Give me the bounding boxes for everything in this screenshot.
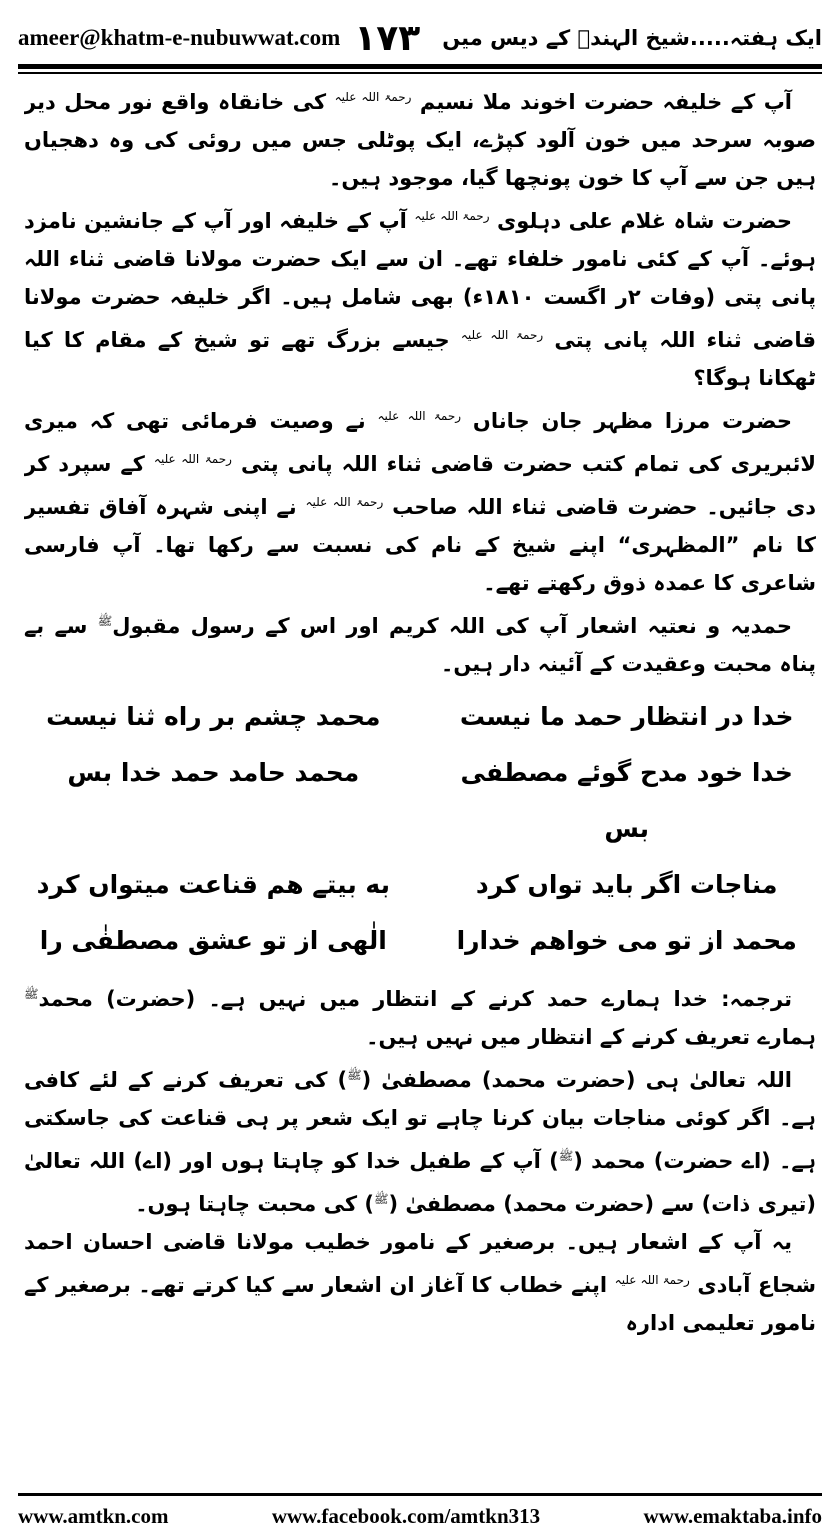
text-run: کی خانقاہ واقع نور محل دیر صوبہ سرحد میں خون آلود کپڑے، ایک پوٹلی جس میں روئی کی وہ دھجیاں ہیں جن سے آپ کا خون پونچھا گیا، موجود ہیں۔ xyxy=(24,90,816,190)
running-title: ایک ہفتہ.....شیخ الہندؒ کے دیس میں xyxy=(442,26,822,50)
page-header xyxy=(18,14,822,62)
paragraph-translation-2 xyxy=(24,1056,816,1223)
verse-hemistich: محمد از تو می خواهم خدارا xyxy=(456,926,797,955)
text-run: جیسے بزرگ تھے تو شیخ کے مقام کا کیا ٹھکانا ہوگا؟ xyxy=(24,328,816,390)
header-left xyxy=(18,18,420,59)
honorific-mark: رحمۃ اللہ علیہ xyxy=(614,1273,690,1287)
verse-hemistich: به بیتے هم قناعت میتواں کرد xyxy=(36,870,390,899)
salutation-mark: ﷺ xyxy=(347,1068,362,1082)
honorific-mark: رحمۃ اللہ علیہ xyxy=(153,452,232,466)
honorific-mark: رحمۃ اللہ علیہ xyxy=(334,90,412,104)
footer-link-emaktaba[interactable]: www.emaktaba.info xyxy=(643,1503,822,1528)
verse-row xyxy=(24,913,816,969)
text-run: ) کی تعریف کرنے کے لئے کافی ہے۔ اگر کوئی مناجات بیان کرنا چاہے تو ایک شعر پر ہی قناعت کی جاسکتی ہے۔ (اے حضرت) محمد ( xyxy=(24,1068,816,1173)
page-number: ۱۷۳ xyxy=(354,17,421,59)
verse-hemistich: محمد حامد حمد خدا بس xyxy=(67,758,360,787)
header-rule-thin xyxy=(18,72,822,74)
paragraph-shah-ghulam-ali xyxy=(24,197,816,397)
footer-rule xyxy=(18,1493,822,1496)
verse-row xyxy=(24,857,816,913)
text-run: ہمارے تعریف کرنے کے انتظار میں نہیں ہیں۔ xyxy=(366,1025,816,1049)
text-run: حمدیہ و نعتیہ اشعار آپ کی اللہ کریم اور اس کے رسول مقبول xyxy=(112,614,792,638)
honorific-mark: رحمۃ اللہ علیہ xyxy=(305,495,384,509)
text-run: حضرت شاہ غلام علی دہلوی xyxy=(489,209,792,233)
text-run: ) کی محبت چاہتا ہوں۔ xyxy=(135,1192,374,1216)
paragraph-hamd-naat xyxy=(24,602,816,683)
text-run: یہ آپ کے اشعار ہیں۔ برصغیر کے نامور خطیب مولانا قاضی احسان احمد شجاع آبادی xyxy=(24,1230,816,1297)
text-run: سے بے پناہ محبت وعقیدت کے آئینہ دار ہیں۔ xyxy=(24,614,816,676)
paragraph-khanqah xyxy=(24,78,816,197)
verse-hemistich: خدا در انتظار حمد ما نیست xyxy=(459,702,794,731)
text-run: نے اپنی شہرہ آفاق تفسیر کا نام ”المظہری“ اپنے شیخ کے نام کی نسبت سے رکھا تھا۔ آپ فارسی شاعری کا عمدہ ذوق رکھتے تھے۔ xyxy=(24,495,816,595)
salutation-mark: ﷺ xyxy=(24,987,39,1001)
salutation-mark: ﷺ xyxy=(373,1192,389,1206)
text-run: آپ کے خلیفہ حضرت اخوند ملا نسیم xyxy=(411,90,792,114)
header-email[interactable]: ameer@khatm-e-nubuwwat.com xyxy=(18,25,341,50)
salutation-mark: ﷺ xyxy=(97,614,113,628)
text-run: نے وصیت فرمائی تھی کہ میری لائبریری کی تمام کتب حضرت قاضی ثناء اللہ پانی پتی xyxy=(24,409,816,476)
text-run: آپ کے خلیفہ اور آپ کے جانشین نامزد ہوئے۔ آپ کے کئی نامور خلفاء تھے۔ ان سے ایک حضرت مولانا قاضی ثناء اللہ پانی پتی (وفات ۲ر اگست ۱۸۱۰ء) بھی شامل ہیں۔ اگر خلیفہ حضرت مولانا قاضی ثناء اللہ پانی پتی xyxy=(24,209,816,352)
paragraph-qazi-ehsan xyxy=(24,1223,816,1342)
honorific-mark: رحمۃ اللہ علیہ xyxy=(377,409,462,423)
verse-row xyxy=(24,689,816,745)
text-run: ترجمہ: خدا ہمارے حمد کرنے کے انتظار میں نہیں ہے۔ (حضرت) محمد xyxy=(38,987,792,1011)
honorific-mark: رحمۃ اللہ علیہ xyxy=(414,209,490,223)
salutation-mark: ﷺ xyxy=(558,1149,574,1163)
honorific-mark: رحمۃ اللہ علیہ xyxy=(460,328,544,342)
verse-hemistich: محمد چشم بر راه ثنا نیست xyxy=(46,702,381,731)
page-body xyxy=(24,78,816,1478)
text-run: کے سپرد کر دی جائیں۔ حضرت قاضی ثناء اللہ صاحب xyxy=(24,452,816,519)
persian-verses xyxy=(24,689,816,969)
verse-hemistich: الٰهی از تو عشق مصطفٰی را xyxy=(39,926,387,955)
footer-link-facebook[interactable]: www.facebook.com/amtkn313 xyxy=(271,1503,541,1528)
header-rule-thick xyxy=(18,64,822,69)
verse-row xyxy=(24,745,816,857)
text-run: اپنے خطاب کا آغاز ان اشعار سے کیا کرتے تھے۔ برصغیر کے نامور تعلیمی ادارہ xyxy=(24,1273,816,1335)
footer-link-amtkn[interactable]: www.amtkn.com xyxy=(18,1503,169,1528)
text-run: اللہ تعالیٰ ہی (حضرت محمد) مصطفیٰ ( xyxy=(361,1068,792,1092)
text-run: ) آپ کے طفیل خدا کو چاہتا ہوں اور (اے) اللہ تعالیٰ (تیری ذات) سے (حضرت محمد) مصطفیٰ ( xyxy=(24,1149,816,1216)
text-run: حضرت مرزا مظہر جان جاناں xyxy=(461,409,793,433)
verse-hemistich: مناجات اگر باید تواں کرد xyxy=(475,870,778,899)
paragraph-translation-1 xyxy=(24,975,816,1056)
verse-hemistich: خدا خود مدح گوئے مصطفی بس xyxy=(460,758,793,843)
page-footer xyxy=(18,1502,822,1530)
paragraph-mirza-mazhar xyxy=(24,397,816,602)
